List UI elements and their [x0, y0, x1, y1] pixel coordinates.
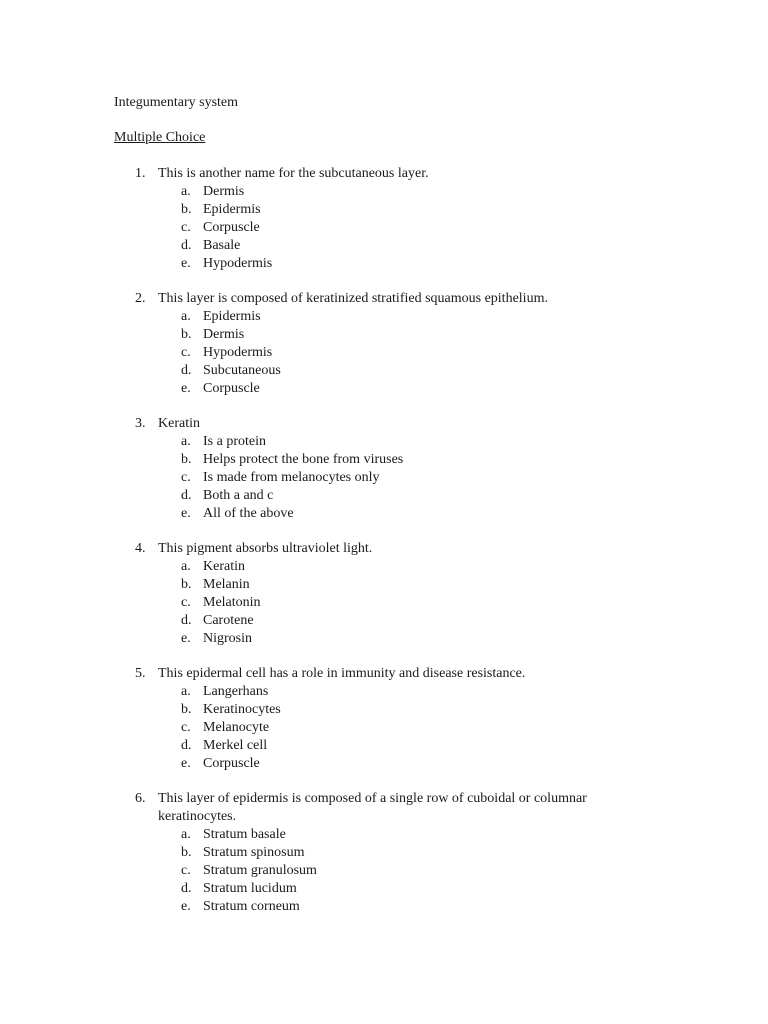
choice-text: Stratum corneum	[203, 899, 300, 914]
choice-letter: d.	[181, 613, 192, 628]
answer-choice	[0, 755, 768, 773]
question-number: 4.	[135, 541, 146, 556]
choice-letter: a.	[181, 684, 191, 699]
choice-letter: e.	[181, 631, 191, 646]
answer-choice	[0, 255, 768, 273]
answer-choice	[0, 201, 768, 219]
question-stem	[0, 415, 768, 433]
choice-letter: a.	[181, 309, 191, 324]
question-text: This is another name for the subcutaneous layer.	[158, 166, 429, 181]
answer-choice	[0, 880, 768, 898]
choice-letter: b.	[181, 577, 192, 592]
choice-text: Is a protein	[203, 434, 266, 449]
choice-letter: a.	[181, 184, 191, 199]
answer-choice	[0, 433, 768, 451]
answer-choice	[0, 183, 768, 201]
answer-choice	[0, 344, 768, 362]
question-text: This layer is composed of keratinized stratified squamous epithelium.	[158, 291, 548, 306]
question-6	[0, 790, 768, 916]
choice-letter: c.	[181, 345, 191, 360]
choice-letter: b.	[181, 702, 192, 717]
answer-choice	[0, 612, 768, 630]
question-list	[0, 165, 768, 933]
answer-choice	[0, 576, 768, 594]
question-stem	[0, 665, 768, 683]
choice-letter: e.	[181, 381, 191, 396]
question-text: This epidermal cell has a role in immunity and disease resistance.	[158, 666, 526, 681]
question-3	[0, 415, 768, 523]
choice-text: Melanocyte	[203, 720, 270, 735]
choice-text: Is made from melanocytes only	[203, 470, 380, 485]
choice-text: Melatonin	[203, 595, 261, 610]
choice-text: Langerhans	[203, 684, 269, 699]
answer-choice	[0, 719, 768, 737]
question-5	[0, 665, 768, 773]
choice-text: Carotene	[203, 613, 254, 628]
choice-letter: b.	[181, 845, 192, 860]
answer-choice	[0, 630, 768, 648]
choice-text: Subcutaneous	[203, 363, 281, 378]
choice-text: Corpuscle	[203, 381, 260, 396]
answer-choice	[0, 219, 768, 237]
question-stem	[0, 790, 768, 826]
question-number: 3.	[135, 416, 146, 431]
choice-letter: b.	[181, 202, 192, 217]
answer-choice	[0, 362, 768, 380]
choice-letter: d.	[181, 363, 192, 378]
question-stem	[0, 540, 768, 558]
choice-text: Epidermis	[203, 202, 261, 217]
choice-text: Dermis	[203, 327, 245, 342]
choice-letter: d.	[181, 488, 192, 503]
question-number: 5.	[135, 666, 146, 681]
choice-text: Merkel cell	[203, 738, 268, 753]
choice-text: Stratum lucidum	[203, 881, 297, 896]
choice-text: Corpuscle	[203, 756, 260, 771]
question-4	[0, 540, 768, 648]
answer-choice	[0, 683, 768, 701]
answer-choice	[0, 380, 768, 398]
choice-letter: c.	[181, 220, 191, 235]
document-title: Integumentary system	[114, 95, 239, 110]
answer-choice	[0, 558, 768, 576]
choice-text: Corpuscle	[203, 220, 260, 235]
question-1	[0, 165, 768, 273]
answer-choice	[0, 308, 768, 326]
question-stem	[0, 290, 768, 308]
answer-choice	[0, 237, 768, 255]
choice-letter: d.	[181, 738, 192, 753]
choice-text: Keratin	[203, 559, 245, 574]
choice-letter: d.	[181, 881, 192, 896]
choice-letter: a.	[181, 559, 191, 574]
answer-choice	[0, 826, 768, 844]
choice-text: Epidermis	[203, 309, 261, 324]
answer-choice	[0, 326, 768, 344]
question-text: This pigment absorbs ultraviolet light.	[158, 541, 373, 556]
choice-text: Nigrosin	[203, 631, 252, 646]
choice-text: Keratinocytes	[203, 702, 281, 717]
question-text: This layer of epidermis is composed of a single row of cuboidal or columnar keratinocytes.	[158, 791, 587, 824]
choice-letter: c.	[181, 470, 191, 485]
choice-text: Dermis	[203, 184, 245, 199]
choice-letter: e.	[181, 506, 191, 521]
choice-letter: d.	[181, 238, 192, 253]
section-heading: Multiple Choice	[114, 130, 206, 145]
question-2	[0, 290, 768, 398]
question-text: Keratin	[158, 416, 200, 431]
choice-letter: a.	[181, 827, 191, 842]
answer-choice	[0, 898, 768, 916]
choice-letter: e.	[181, 756, 191, 771]
answer-choice	[0, 737, 768, 755]
answer-choice	[0, 469, 768, 487]
answer-choice	[0, 594, 768, 612]
choice-text: Melanin	[203, 577, 250, 592]
question-number: 6.	[135, 791, 146, 806]
choice-text: Stratum granulosum	[203, 863, 317, 878]
choice-letter: c.	[181, 720, 191, 735]
question-number: 1.	[135, 166, 146, 181]
choice-letter: b.	[181, 452, 192, 467]
choice-text: Stratum spinosum	[203, 845, 305, 860]
choice-letter: a.	[181, 434, 191, 449]
choice-letter: c.	[181, 595, 191, 610]
choice-text: Both a and c	[203, 488, 274, 503]
choice-text: Hypodermis	[203, 345, 273, 360]
answer-choice	[0, 505, 768, 523]
choice-text: Basale	[203, 238, 241, 253]
answer-choice	[0, 487, 768, 505]
choice-text: Helps protect the bone from viruses	[203, 452, 404, 467]
choice-text: Stratum basale	[203, 827, 286, 842]
question-number: 2.	[135, 291, 146, 306]
answer-choice	[0, 862, 768, 880]
choice-letter: e.	[181, 899, 191, 914]
choice-letter: e.	[181, 256, 191, 271]
question-stem	[0, 165, 768, 183]
choice-letter: c.	[181, 863, 191, 878]
answer-choice	[0, 701, 768, 719]
choice-text: All of the above	[203, 506, 294, 521]
choice-letter: b.	[181, 327, 192, 342]
answer-choice	[0, 451, 768, 469]
choice-text: Hypodermis	[203, 256, 273, 271]
answer-choice	[0, 844, 768, 862]
